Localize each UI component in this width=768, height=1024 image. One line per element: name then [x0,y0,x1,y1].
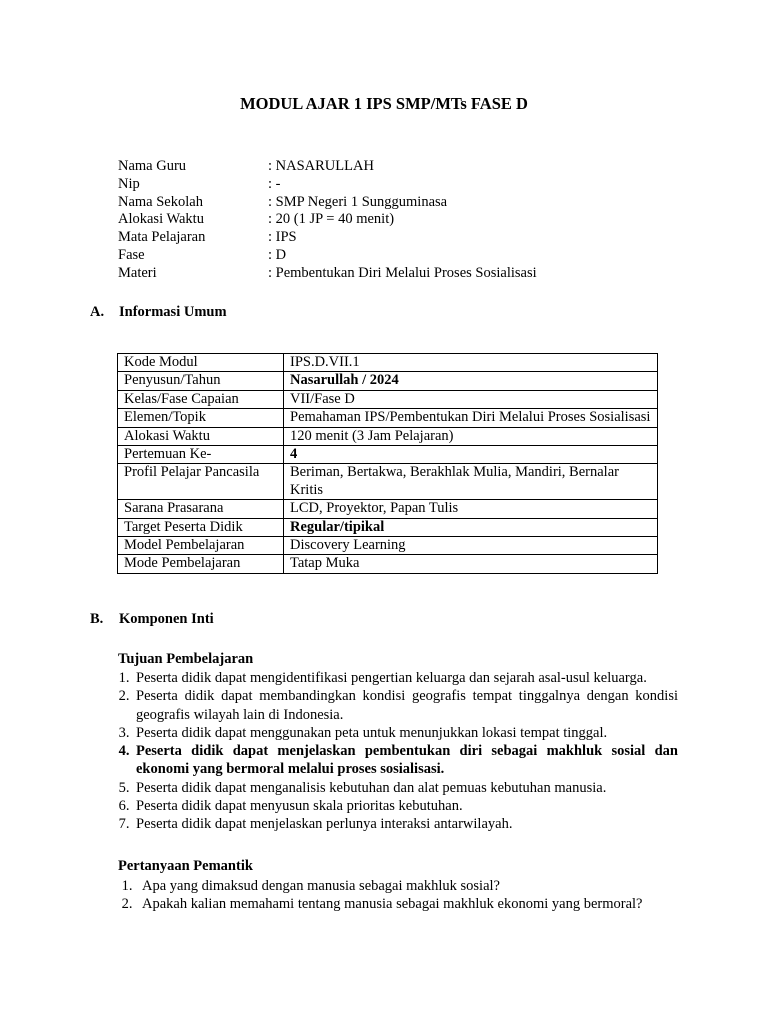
list-number: 3. [118,724,130,741]
table-key: Target Peserta Didik [118,518,284,536]
table-key: Sarana Prasarana [118,500,284,518]
table-value: LCD, Proyektor, Papan Tulis [284,500,658,518]
table-row [118,390,658,408]
info-value: : - [268,175,281,192]
section-title: Komponen Inti [119,611,214,627]
list-number: 1. [121,878,133,894]
list-number: 7. [118,816,130,833]
list-item [112,877,692,895]
info-label: Fase [118,246,145,263]
section-heading-a [90,304,227,321]
list-text: Peserta didik dapat menganalisis kebutuhan dan alat pemuas kebutuhan manusia. [136,779,607,796]
table-row [118,354,658,372]
section-heading-b [90,611,214,628]
table-value: 120 menit (3 Jam Pelajaran) [284,427,658,445]
list-text: Peserta didik dapat menggunakan peta untuk menunjukkan lokasi tempat tinggal. [136,724,608,741]
info-label: Materi [118,264,157,281]
list-item [112,669,678,687]
info-row-nip [118,176,537,194]
info-row-materi [118,265,537,283]
list-text: Apakah kalian memahami tentang manusia sebagai makhluk ekonomi yang bermoral? [142,896,643,913]
list-text: Peserta didik dapat membandingkan kondisi geografis tempat tinggalnya dengan kondisi geografis wilayah lain di Indonesia. [136,688,678,723]
info-row-fase [118,247,537,265]
info-label: Nama Sekolah [118,193,203,210]
tujuan-heading: Tujuan Pembelajaran [118,651,254,667]
table-key: Profil Pelajar Pancasila [118,464,284,500]
list-item [112,742,678,779]
list-item [112,724,678,742]
page-title: MODUL AJAR 1 IPS SMP/MTs FASE D [240,94,528,113]
list-number: 5. [118,779,130,796]
table-key: Kode Modul [118,354,284,372]
info-value: : 20 (1 JP = 40 menit) [268,211,395,228]
table-key: Pertemuan Ke- [118,446,284,464]
info-value: : IPS [268,229,297,246]
table-row [118,372,658,390]
pemantik-list [112,877,692,914]
table-value: VII/Fase D [284,390,658,408]
list-text: Peserta didik dapat mengidentifikasi pengertian keluarga dan sejarah asal-usul keluarga. [136,670,647,686]
table-row [118,500,658,518]
table-row [118,555,658,573]
list-text: Apa yang dimaksud dengan manusia sebagai makhluk sosial? [142,878,500,894]
table-value: Nasarullah / 2024 [284,372,658,390]
list-item [112,815,678,833]
info-row-mata-pelajaran [118,229,537,247]
info-row-nama-guru [118,158,537,176]
table-row [118,537,658,555]
table-value: Beriman, Bertakwa, Berakhlak Mulia, Mandiri, Bernalar Kritis [284,464,658,500]
table-row [118,409,658,427]
table-value: Pemahaman IPS/Pembentukan Diri Melalui Proses Sosialisasi [284,409,658,427]
table-row [118,427,658,445]
table-key: Alokasi Waktu [118,427,284,445]
table-value: 4 [284,446,658,464]
info-value: : SMP Negeri 1 Sungguminasa [268,193,448,210]
table-value: Regular/tipikal [284,518,658,536]
info-label: Alokasi Waktu [118,211,204,228]
informasi-umum-table [117,353,658,574]
table-row [118,446,658,464]
table-key: Elemen/Topik [118,409,284,427]
table-value: IPS.D.VII.1 [284,354,658,372]
list-text: Peserta didik dapat menjelaskan perlunya interaksi antarwilayah. [136,816,513,833]
list-number: 2. [118,688,130,705]
table-row [118,518,658,536]
info-value: : Pembentukan Diri Melalui Proses Sosialisasi [268,264,537,281]
table-value: Tatap Muka [284,555,658,573]
list-number: 6. [118,798,130,815]
info-value: : NASARULLAH [268,158,374,174]
list-number: 1. [118,670,130,686]
list-item [112,797,678,815]
table-key: Kelas/Fase Capaian [118,390,284,408]
info-value: : D [268,246,287,263]
info-label: Nama Guru [118,158,187,174]
table-key: Mode Pembelajaran [118,555,284,573]
section-letter: A. [90,304,105,320]
table-row [118,464,658,500]
list-text: Peserta didik dapat menjelaskan pembentukan diri sebagai makhluk sosial dan ekonomi yang bermoral melalui proses sosialisasi. [136,743,678,778]
pemantik-heading: Pertanyaan Pemantik [118,858,253,874]
list-item [112,779,678,797]
list-number: 4. [118,743,130,760]
table-key: Model Pembelajaran [118,537,284,555]
info-row-nama-sekolah [118,194,537,212]
info-row-alokasi-waktu [118,211,537,229]
table-value: Discovery Learning [284,537,658,555]
section-letter: B. [90,611,104,627]
info-label: Nip [118,175,140,192]
section-title: Informasi Umum [119,304,227,320]
list-item [112,895,692,913]
list-item [112,687,678,724]
table-key: Penyusun/Tahun [118,372,284,390]
info-label: Mata Pelajaran [118,229,206,246]
tujuan-list [112,669,678,834]
identity-block [118,158,537,283]
list-number: 2. [121,896,133,913]
list-text: Peserta didik dapat menyusun skala prioritas kebutuhan. [136,798,463,815]
